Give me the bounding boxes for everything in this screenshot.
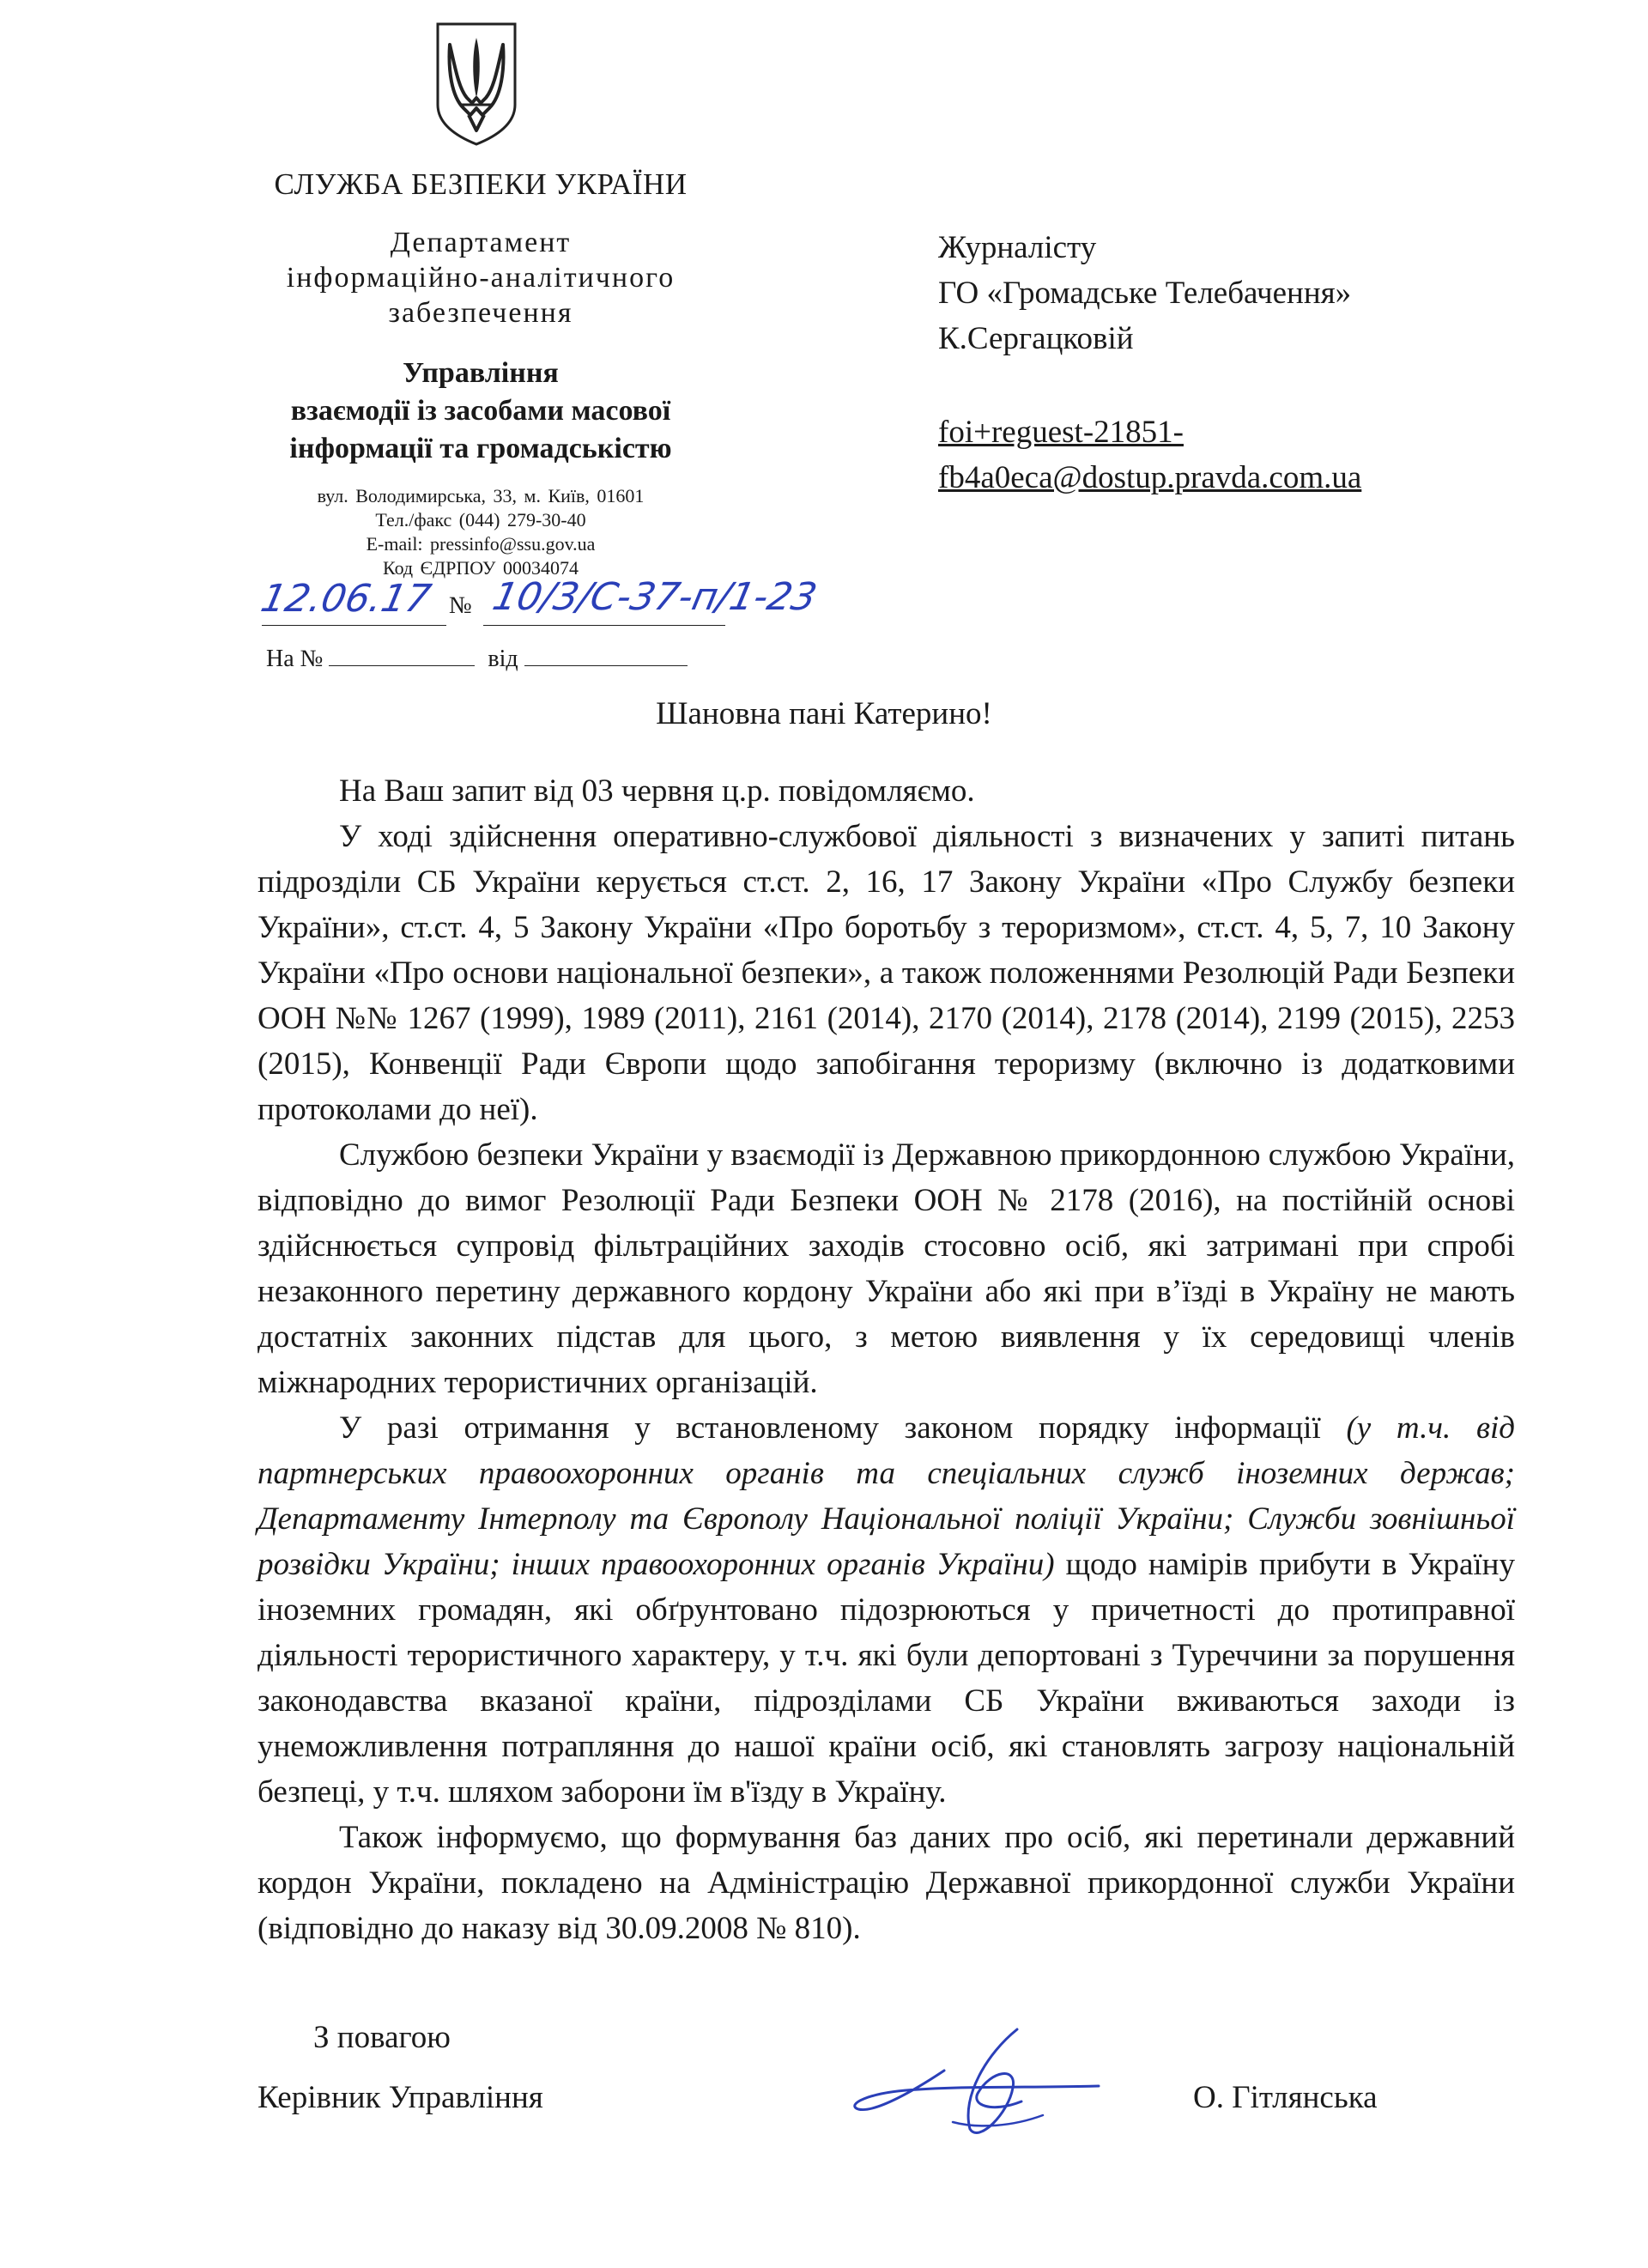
trident-emblem-icon: [429, 19, 524, 148]
reference-date-blank: [524, 646, 688, 666]
paragraph-1: На Ваш запит від 03 червня ц.р. повідомляємо.: [339, 773, 975, 809]
outgoing-registration: [257, 575, 897, 637]
closing-regards: З повагою: [313, 2020, 451, 2055]
date-underline: [262, 625, 446, 626]
outgoing-date: 12.06.17: [257, 577, 435, 621]
address-line: вул. Володимирська, 33, м. Київ, 01601: [317, 485, 645, 506]
addressee-email[interactable]: foi+reguest-21851-: [938, 415, 1184, 450]
handwritten-signature: [841, 2019, 1116, 2148]
letter-body: [258, 768, 1515, 1951]
email-line: E-mail: pressinfo@ssu.gov.ua: [366, 533, 596, 555]
outgoing-number: 10/3/С-37-п/1-23: [488, 575, 821, 619]
salutation: Шановна пані Катерино!: [656, 696, 992, 731]
edrpou-line: Код ЄДРПОУ 00034074: [382, 557, 579, 579]
phone-line: Тел./факс (044) 279-30-40: [375, 509, 586, 531]
reference-number-blank: [329, 646, 475, 666]
department-name: Департамент інформаційно-аналітичного забезпечення: [286, 227, 676, 329]
reference-line: На № від: [266, 646, 688, 673]
paragraph-4: У разі отримання у встановленому законом порядку інформації (у т.ч. від партнерських правоохоронних органів та спеціальних служб іноземних держав; Департаменту Інтерполу та Європолу Національної поліції України; Служби зовнішньої розвідки України; інших правоохоронних органів України) щодо намірів прибути в Україну іноземних громадян, які обґрунтовано підозрюються у причетності до протиправної діяльності терористичного характеру, у т.ч. які були депортовані з Туреччини за порушення законодавства вказаної країни, підрозділами СБ України вживаються заходи із унеможливлення потрапляння до нашої країни осіб, які становлять загрозу національній безпеці, у т.ч. шляхом заборони їм в'їзду в Україну.: [258, 1410, 1516, 1810]
paragraph-5: Також інформуємо, що формування баз даних про осіб, які перетинали державний кордон України, покладено на Адміністрацію Державної прикордонної служби України (відповідно до наказу від 30.09.2008 № 810).: [258, 1820, 1515, 1946]
contact-block: [258, 484, 704, 580]
unit-name: Управління взаємодії із засобами масової інформації та громадськістю: [289, 357, 672, 464]
paragraph-3: Службою безпеки України у взаємодії із Державною прикордонною службою України, відповідно до вимог Резолюції Ради Безпеки ООН № 2178 (2016), на постійній основі здійснюється супровід фільтраційних заходів стосовно осіб, які затримані при спробі незаконного перетину державного кордону України або які при в’їзді в Україну не мають достатніх законних підстав для цього, з метою виявлення у їх середовищі членів міжнародних терористичних організацій.: [258, 1137, 1515, 1400]
paragraph-2: У ході здійснення оперативно-службової діяльності з визначених у запиті питань підрозділи СБ України керується ст.ст. 2, 16, 17 Закону України «Про Службу безпеки України», ст.ст. 4, 5 Закону України «Про боротьбу з тероризмом», ст.ст. 4, 5, 7, 10 Закону України «Про основи національної безпеки», а також положеннями Резолюцій Ради Безпеки ООН №№ 1267 (1999), 1989 (2011), 2161 (2014), 2170 (2014), 2178 (2014), 2199 (2015), 2253 (2015), Конвенції Ради Європи щодо запобігання тероризму (включно із додатковими протоколами до неї).: [258, 819, 1515, 1127]
addressee-email-cont[interactable]: fb4a0eca@dostup.pravda.com.ua: [938, 460, 1362, 495]
organization-name: СЛУЖБА БЕЗПЕКИ УКРАЇНИ: [274, 167, 688, 201]
addressee-block: Журналісту ГО «Громадське Телебачення» К.Сергацковій foi+reguest-21851- fb4a0eca@dostup.pravda.com.ua: [938, 225, 1361, 500]
signer-title: Керівник Управління: [258, 2080, 543, 2115]
number-underline: [483, 625, 725, 626]
signer-name: О. Гітлянська: [1193, 2080, 1378, 2115]
number-label: №: [449, 592, 472, 619]
